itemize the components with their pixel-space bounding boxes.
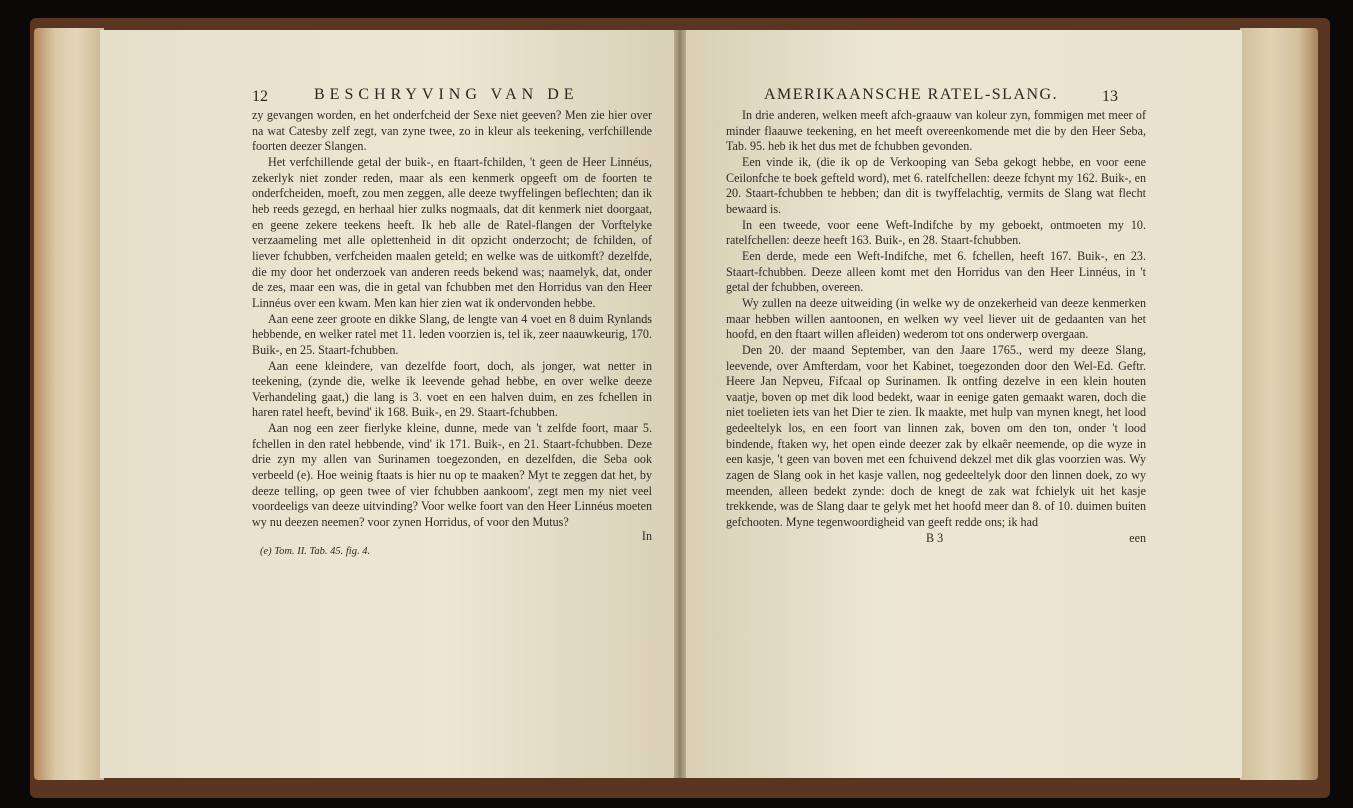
right-paragraph: In drie anderen, welken meeft afch-graauw van koleur zyn, fommigen met meer of minder flaauwe teekening, en het meeft overeenkomende met die by den Heer Seba, Tab. 95. heb ik het dus met de fchubben gevonden. (726, 108, 1146, 154)
right-paragraph: Een derde, mede een Weft-Indifche, met 6. fchellen, heeft 167. Buik-, en 23. Staart-fchubben. Deeze alleen komt met den Horridus van den Heer Linnéus, in 't getal der fchubben, overeen. (726, 248, 1146, 295)
right-paragraph: Wy zullen na deeze uitweiding (in welke wy de onzekerheid van deeze kenmerken maar hebben willen aantoonen, en welken wy veel liever uit de gedaanten van het hoofd, en den ftaart willen afleiden) wederom tot ons onderwerp overgaan. (726, 295, 1146, 342)
left-paragraph: Het verfchillende getal der buik-, en ftaart-fchilden, 't geen de Heer Linnéus, zekerlyk niet zonder reden, maar als een kenmerk opgeeft om de foorten te onderfcheiden, moeft, zou men zeggen, alle deeze twyffelingen beflechten; dan ik heb reeds gezegd, en herhaal hier zulks nogmaals, dat dit kenmerk niet doorgaat, en geene zekere teekens heeft. Ik heb alle de Ratel-flangen der Vorftelyke verzaameling met alle oplettenheid in dit opzicht onderzocht; de fchilden, of liever fchubben, verfcheiden maalen geteld; en welke was de uitkomft? dezelfde, die my door het onderzoek van anderen reeds bekend was; naamelyk, dat, onder de zes, maar een was, die in getal van fchubben met den Horridus van den Heer Linnéus over een kwam. Men kan hier zien wat ik ondervonden hebbe. (252, 154, 652, 310)
left-catchword: In (641, 528, 652, 543)
left-paragraph: Aan eene kleindere, van dezelfde foort, doch, als jonger, wat netter in teekening, (zynde die, welke ik leevende gehad hebbe, en over welke deeze Verhandeling gaat,) die lang is 3. voet en een halven duim, en zes fchellen in haren ratel heeft, bevind' ik 168. Buik-, en 29. Staart-fchubben. (252, 358, 652, 420)
right-paragraph: In een tweede, voor eene Weft-Indifche by my geboekt, ontmoeten my 10. ratelfchellen: deeze heeft 163. Buik-, en 28. Staart-fchubben. (726, 217, 1146, 248)
right-page-number: 13 (1102, 88, 1118, 105)
page-edges-left (34, 28, 104, 780)
left-body-text (252, 108, 652, 560)
left-paragraph: Aan nog een zeer fierlyke kleine, dunne, mede van 't zelfde foort, maar 5. fchellen in den ratel hebbende, vind' ik 171. Buik-, en 21. Staart-fchubben. Deze drie zyn my allen van Surinamen toegezonden, en dezelfden, die Seba ook verbeeld (e). Hoe weinig ftaats is hier nu op te maaken? Myt te zeggen dat het, by deeze telling, op geen twee of vier fchubben aankoom', zegt men my niet veel voordeeligs van deeze uitvinding? Voor welke foort van den Heer Linnéus moeten wy nu deezen neemen? voor zynen Horridus, of voor den Mutus? (252, 421, 652, 530)
right-running-header: AMERIKAANSCHE RATEL-SLANG. (764, 86, 1059, 103)
left-paragraph: zy gevangen worden, en het onderfcheid der Sexe niet geeven? Men zie hier over na wat Catesby zelf zegt, van zyne twee, zo in kleur als teekening, verfchillende foorten deezer Slangen. (252, 108, 652, 154)
page-edges-right (1240, 28, 1318, 780)
left-page-number: 12 (252, 88, 268, 105)
right-catchword: een (1129, 530, 1146, 545)
book-gutter (674, 30, 686, 778)
left-running-header: BESCHRYVING VAN DE (314, 86, 579, 103)
signature-mark: B 3 (926, 530, 944, 545)
right-paragraph: Een vinde ik, (die ik op de Verkooping van Seba gekogt hebbe, en voor eene Ceilonfche te boek gefteld word), met 6. ratelfchellen: deeze fchynt my 162. Buik-, en 20. Staart-fchubben te hebben; dan dit is twyffelachtig, vermits de Slang wat flecht bewaard is. (726, 154, 1146, 216)
right-paragraph: Den 20. der maand September, van den Jaare 1765., werd my deeze Slang, leevende, over Amfterdam, voor het Kabinet, toegezonden door den Wel-Ed. Geftr. Heere Jan Nepveu, Fifcaal op Surinamen. Ik ontfing dezelve in een klein houten vaatje, boven op met dik lood bedekt, waar in eenige gaten gemaakt waren, doch die niet toelieten iets van het Dier te zien. Ik maakte, met hulp van mynen knegt, het lood gedeeltelyk los, en een foort van linnen zak, boven om den ton, onder 't lood bindende, ftaken wy, het open einde deezer zak by elkaêr neemende, op die wyze in een kasje, 't geen van boven met een fchuivend dekzel met dik glas voorzien was. Wy zagen de Slang ook in het kasje vallen, nog gedeeltelyk door den linnen doek, zo wy meenden, alleen bedekt zynde: doch de knegt de zak wat fchielyk uit het kasje trekkende, was de Slang daar te gelyk met het hoofd meer dan 8. of 10. duimen buiten gefchooten. Myne tegenwoordigheid van geeft redde ons; ik had (726, 342, 1146, 530)
left-paragraph: Aan eene zeer groote en dikke Slang, de lengte van 4 voet en 8 duim Rynlands hebbende, en welker ratel met 11. leden voorzien is, tel ik, zeer naauwkeurig, 170. Buik-, en 25. Staart-fchubben. (252, 311, 652, 357)
left-footnote: (e) Tom. II. Tab. 45. fig. 4. (260, 546, 371, 558)
right-body-text (726, 108, 1146, 547)
